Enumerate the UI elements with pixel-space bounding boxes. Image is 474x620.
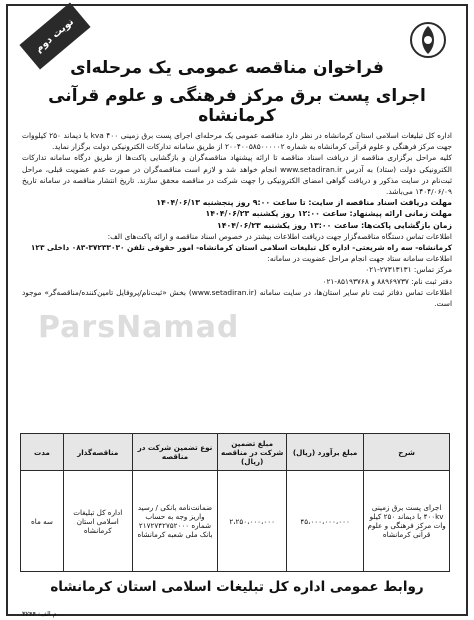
table-row	[21, 471, 450, 572]
tender-notice	[6, 4, 468, 616]
table-cell: ۲،۲۵۰،۰۰۰،۰۰۰	[218, 471, 287, 572]
table-header-row	[21, 434, 450, 471]
title-line-1: فراخوان مناقصه عمومی یک مرحله‌ای	[70, 58, 384, 78]
organization-logo-icon	[408, 20, 448, 60]
process-paragraph: کلیه مراحل برگزاری مناقصه از دریافت اسناد مناقصه تا ارائه پیشنهاد مناقصه‌گران و بازگشایی پاکت‌ها از طریق درگاه سامانه تدارکات الکترونیکی دولت (ستاد) به آدرس www.setadiran.ir انجام خواهد شد و لازم است مناقصه‌گران در صورت عدم عضویت قبلی، مراحل ثبت‌نام در سایت مذکور و دریافت گواهی امضای الکترونیکی را جهت شرکت در مناقصه محقق سازند. تاریخ انتشار مناقصه در سامانه تاریخ ۱۴۰۴/۰۶/۰۹ می‌باشد.	[22, 153, 452, 197]
table-header: مبلغ برآورد (ریال)	[286, 434, 363, 471]
notice-code: م الف: ۳۲۴۴	[22, 610, 57, 618]
tender-table	[20, 433, 450, 572]
title-line-2: اجرای پست برق مرکز فرهنگی و علوم قرآنی کرمانشاه	[48, 86, 426, 126]
footer-public-relations: روابط عمومی اداره کل تبلیغات اسلامی استان کرمانشاه	[50, 579, 424, 595]
table-cell: سه ماه	[21, 471, 64, 572]
watermark: ParsNamad	[38, 310, 240, 345]
table-cell: اجرای پست برق زمینی ۴۰۰kv با دیماند ۲۵۰ کیلو وات مرکز فرهنگی و علوم قرآنی کرمانشاه	[364, 471, 450, 572]
registration-office: دفتر ثبت نام: ۸۸۹۶۹۷۳۷ و ۸۵۱۹۳۷۶۸-۰۲۱	[322, 276, 452, 286]
registration-more: اطلاعات تماس دفاتر ثبت نام سایر استان‌ها، در سایت سامانه (www.setadiran.ir) بخش «ثبت‌نام/پروفایل تامین‌کننده/مناقصه‌گر» موجود است.	[22, 287, 452, 309]
deadline-docs: مهلت دریافت اسناد مناقصه از سایت: تا ساعت ۹:۰۰ روز پنجشنبه ۱۴۰۴/۰۶/۱۳	[156, 198, 452, 208]
intro-paragraph: اداره کل تبلیغات اسلامی استان کرمانشاه در نظر دارد مناقصه عمومی یک مرحله‌ای اجرای پست برق زمینی ۴۰۰ kva با دیماند ۲۵۰ کیلووات جهت مرکز فرهنگی و علوم قرآنی کرمانشاه به شماره ۲۰۰۴۰۰۵۸۵۰۰۰۰۰۲ از طریق سامانه تدارکات الکترونیکی دولت برگزار نماید.	[22, 131, 452, 152]
center-contact: مرکز تماس: ۲۷۳۱۳۱۳۱-۰۲۱	[365, 265, 452, 275]
table-cell: ۴۵،۰۰۰،۰۰۰،۰۰۰	[286, 471, 363, 572]
contact-intro: اطلاعات تماس دستگاه مناقصه‌گزار جهت دریافت اطلاعات بیشتر در خصوص اسناد مناقصه و ارائه پاکت‌های الف:	[107, 231, 452, 241]
table-header: مناقصه‌گذار	[63, 434, 132, 471]
opening-time: زمان بازگشایی پاکت‌ها: ساعت ۱۳:۰۰ روز یکشنبه ۱۴۰۴/۰۶/۲۳	[217, 220, 452, 230]
table-cell: ضمانت‌نامه بانکی / رسید واریز وجه به حساب شماره ۲۱۷۲۷۴۲۷۵۲۰۰۰ بانک ملی شعبه کرمانشاه	[132, 471, 218, 572]
setad-info: اطلاعات سامانه ستاد جهت انجام مراحل عضویت در سامانه:	[267, 254, 452, 264]
deadline-offer: مهلت زمانی ارائه پیشنهاد: ساعت ۱۲:۰۰ روز یکشنبه ۱۴۰۴/۰۶/۲۳	[205, 209, 452, 219]
table-header: مدت	[21, 434, 64, 471]
table-header: مبلغ تضمین شرکت در مناقصه (ریال)	[218, 434, 287, 471]
notice-body	[22, 130, 452, 309]
table-header: نوع تضمین شرکت در مناقصه	[132, 434, 218, 471]
table-cell: اداره کل تبلیغات اسلامی استان کرمانشاه	[63, 471, 132, 572]
table-header: شرح	[364, 434, 450, 471]
contact-address: کرمانشاه- سه راه شریعتی- اداره کل تبلیغات اسلامی استان کرمانشاه- امور حقوقی تلفن ۳۷۲۳۳۰۳۰-۰۸۳ داخلی ۱۲۳	[30, 243, 452, 253]
second-announcement-badge: نوبت دوم	[19, 3, 90, 70]
